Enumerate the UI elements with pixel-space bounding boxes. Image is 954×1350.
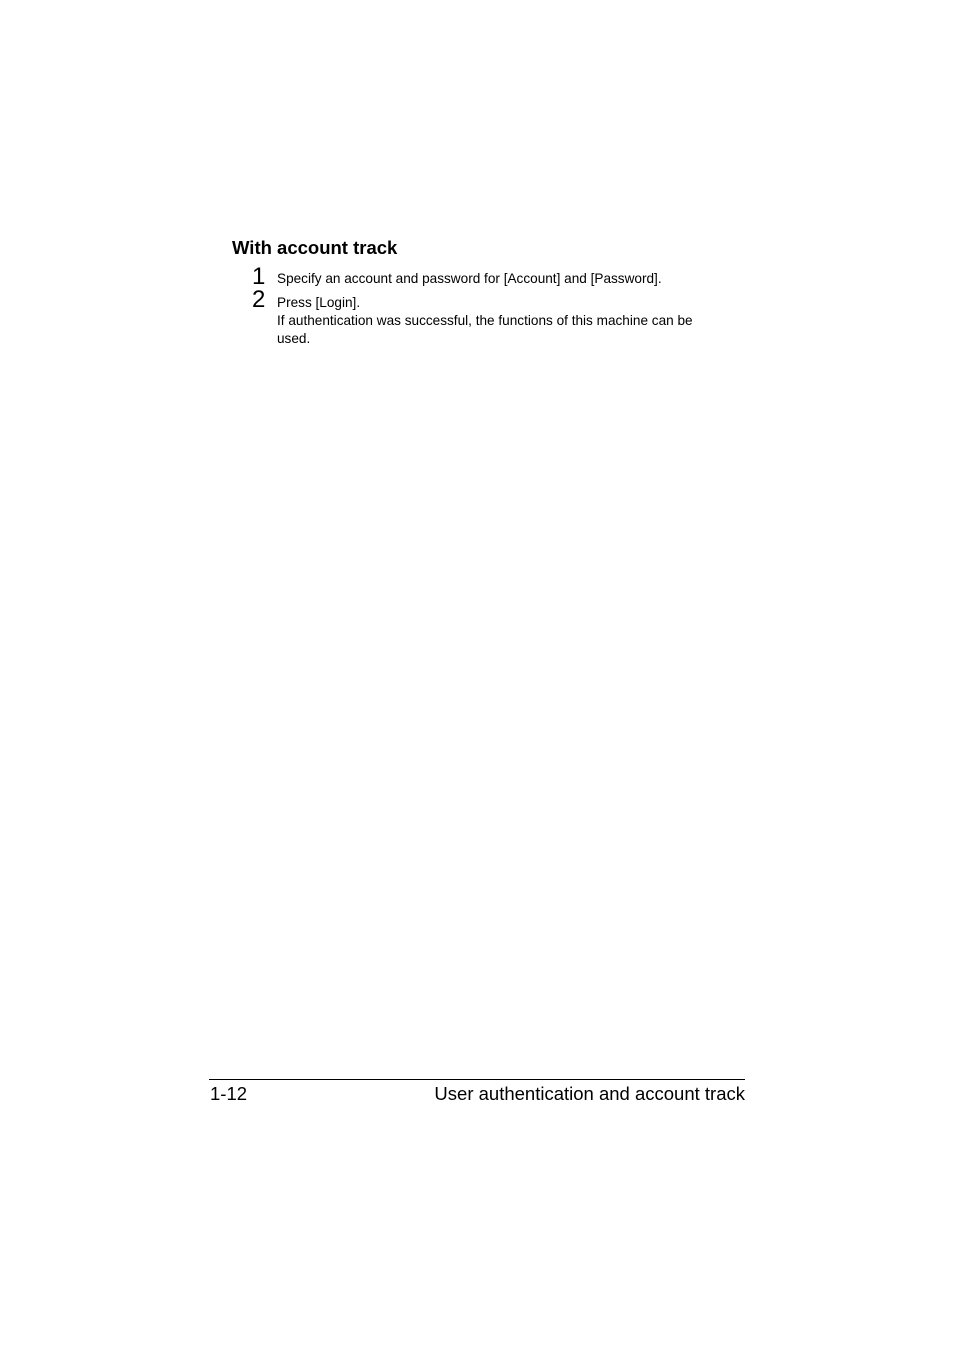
step-text (277, 294, 732, 348)
step-text-line: Press [Login]. (277, 295, 361, 310)
step-text (277, 270, 732, 288)
step-text-line: Specify an account and password for [Account] and [Password]. (277, 271, 662, 286)
step-number: 1 (252, 263, 266, 290)
footer-chapter-title: User authentication and account track (434, 1083, 745, 1104)
step-text-line: If authentication was successful, the functions of this machine can be (277, 313, 693, 328)
section-heading: With account track (232, 237, 398, 258)
step-text-line: used. (277, 331, 311, 346)
step-number: 2 (252, 286, 266, 313)
footer-page-number: 1-12 (210, 1083, 248, 1104)
footer-divider (209, 1079, 745, 1080)
